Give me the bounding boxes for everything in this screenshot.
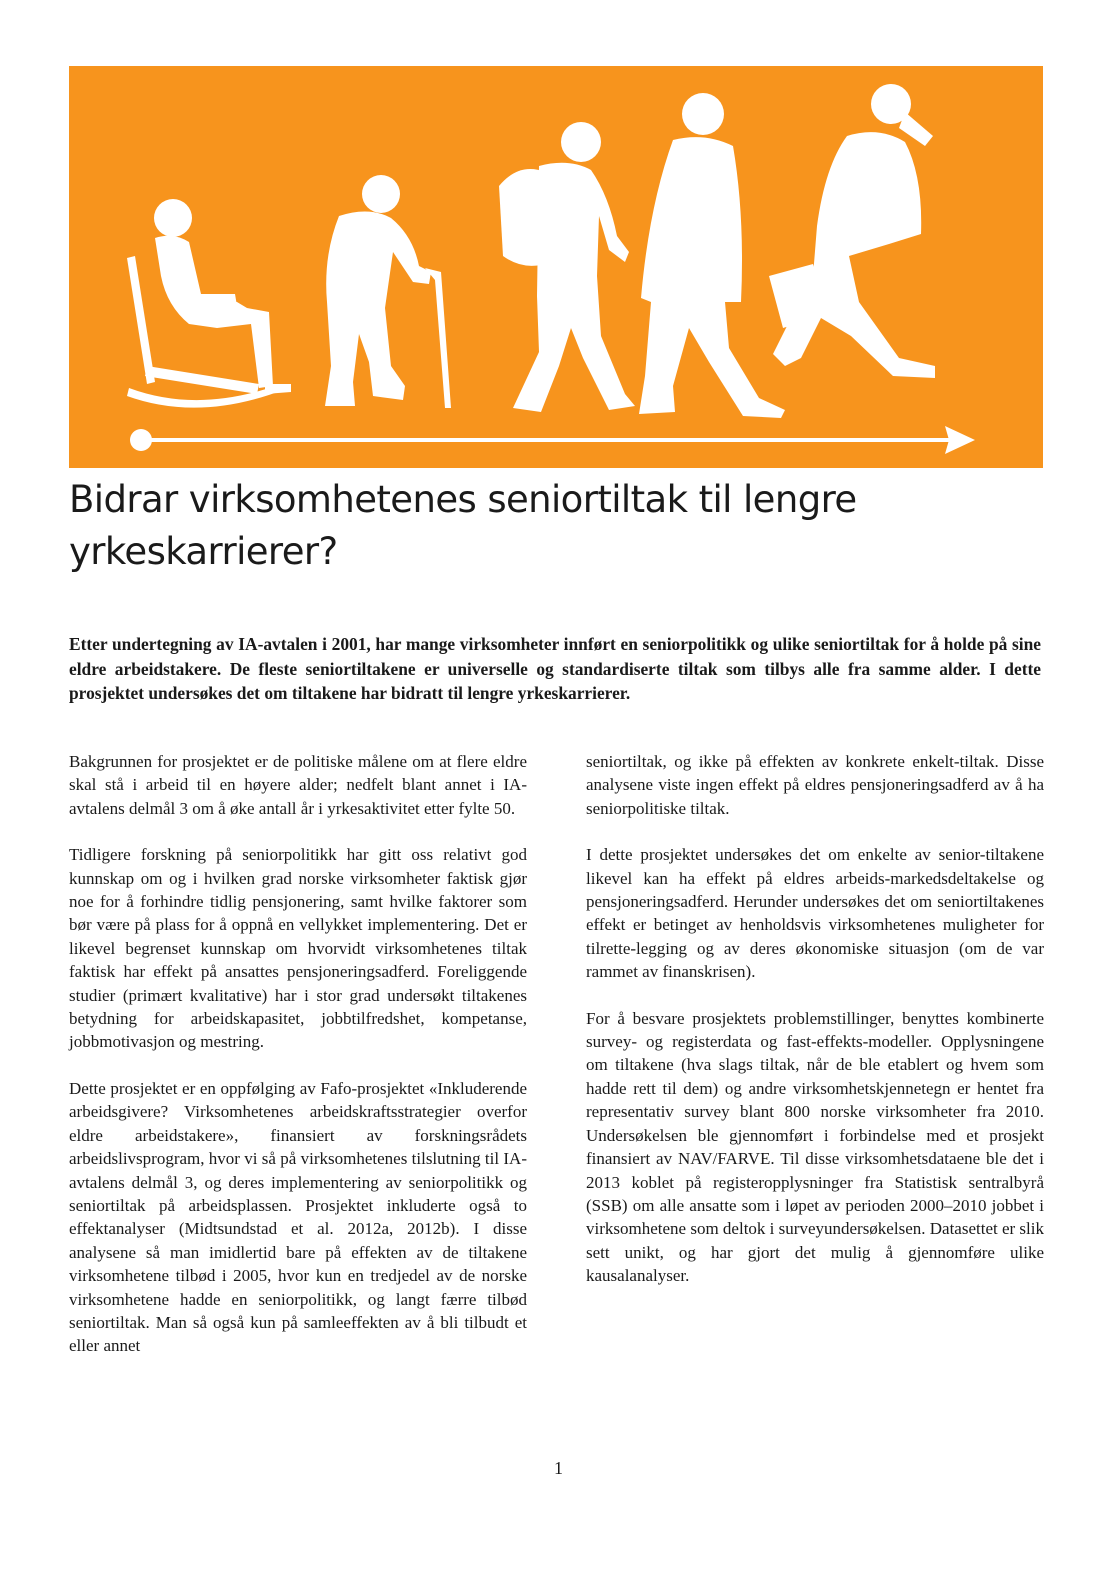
paragraph: I dette prosjektet undersøkes det om enkelte av senior-tiltakene likevel kan ha effekt på eldres arbeids-markedsdeltakelse og pensjoneringsadferd. Herunder undersøkes det om seniortiltakenes effekt er betinget av henholdsvis virksomhetenes muligheter for tilrette-legging og av deres økonomiske situasjon (om de var rammet av finanskrisen). [586, 845, 1044, 982]
lead-paragraph: Etter undertegning av IA-avtalen i 2001, har mange virksomheter innført en seniorpolitikk og ulike seniortiltak for å holde på sine eldre arbeidstakere. De fleste seniortiltakene er universelle og standardiserte tiltak som tilbys alle fra samme alder. I dette prosjektet undersøkes det om tiltakene har bidratt til lengre yrkeskarrierer. [69, 634, 1041, 703]
paragraph: seniortiltak, og ikke på effekten av konkrete enkelt-tiltak. Disse analysene viste ingen effekt på eldres pensjoneringsadferd av å ha seniorpolitiske tiltak. [586, 752, 1044, 818]
paragraph: For å besvare prosjektets problemstillinger, benyttes kombinerte survey- og registerdata og fast-effekts-modeller. Opplysningene om tiltakene (hva slags tiltak, når de ble etablert og hvem som hadde rett til dem) og andre virksomhetskjennetegn er hentet fra representativ survey blant 800 norske virksomheter fra 2010. Undersøkelsen ble gjennomført i forbindelse med et prosjekt finansiert av NAV/FARVE. Til disse virksomhetsdataene ble det i 2013 koblet på registeropplysninger fra Statistisk sentralbyrå (SSB) om alle ansatte som i løpet av perioden 2000–2010 jobbet i virksomhetene som deltok i surveyundersøkelsen. Datasettet er slik sett unikt, og har gjort det mulig å gjennomføre ulike kausalanalyser. [586, 1008, 1044, 1286]
paragraph: Tidligere forskning på seniorpolitikk har gitt oss relativt god kunnskap om og i hvilken grad norske virksomheter faktisk gjør noe for å forhindre tidlig pensjonering, samt hvilke faktorer som bør være på plass for å oppnå en vellykket implementering. Det er likevel begrenset kunnskap om hvorvidt virksomhetenes tiltak faktisk har effekt på ansattes pensjoneringsadferd. Foreliggende studier (primært kvalitative) har i stor grad undersøkt tiltakenes betydning for arbeidskapasitet, jobbtilfredshet, kompetanse, jobbmotivasjon og mestring. [69, 845, 527, 1052]
left-column [69, 750, 527, 1381]
walking-adult-figure [639, 93, 785, 418]
silhouettes-illustration [69, 66, 1043, 468]
elder-with-cane-figure [325, 175, 451, 408]
walker-with-backpack-figure [499, 122, 635, 412]
running-businessman-figure [769, 84, 935, 378]
timeline-arrowhead [945, 426, 975, 454]
paragraph: Dette prosjektet er en oppfølging av Fafo-prosjektet «Inkluderende arbeidsgivere? Virksomhetenes arbeidskraftsstrategier overfor eldre arbeidstakere», finansiert av forskningsrådets arbeidslivsprogram, hvor vi så på virksomhetenes tilslutning til IA-avtalens delmål 3, og deres implementering av seniorpolitikk og seniortiltak på arbeidsplassen. Prosjektet inkluderte også to effektanalyser (Midtsundstad et al. 2012a, 2012b). I disse analysene så man imidlertid bare på effekten av de tiltakene virksomhetene tilbød i 2005, hvor kun en tredjedel av de norske virksomhetene hadde en seniorpolitikk, og langt færre tilbød seniortiltak. Man så også kun på samleeffekten av å bli tilbudt et eller annet [69, 1078, 527, 1356]
paragraph: Bakgrunnen for prosjektet er de politiske målene om at flere eldre skal stå i arbeid til en høyere alder; nedfelt blant annet i IA-avtalens delmål 3 om å øke antall år i yrkesaktivitet etter fylte 50. [69, 752, 527, 818]
right-column [586, 750, 1044, 1311]
page-title: Bidrar virksomhetenes seniortiltak til lengre yrkeskarrierer? [69, 478, 857, 573]
seated-elder-figure [127, 199, 291, 408]
page-number: 1 [554, 1458, 563, 1478]
cover-illustration [69, 66, 1043, 468]
timeline-line [141, 438, 967, 442]
